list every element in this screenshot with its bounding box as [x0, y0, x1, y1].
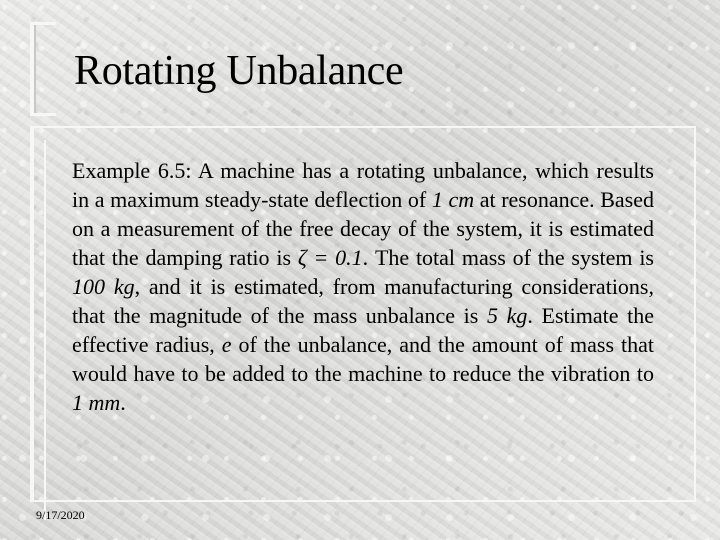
text-segment: . The total mass of the system is	[362, 245, 654, 270]
text-segment: .	[120, 390, 126, 415]
deflection-value: 1 cm	[431, 187, 475, 212]
target-vibration-value: 1 mm	[72, 390, 121, 415]
example-text	[72, 156, 654, 417]
mass-unbalance-value: 5 kg	[486, 303, 528, 328]
total-mass-value: 100 kg	[72, 274, 135, 299]
text-segment: Example 6.5: A machine has a rotating unbalance, which results in a maximum steady-state deflection of	[72, 158, 654, 212]
slide-title: Rotating Unbalance	[74, 48, 404, 94]
radius-symbol: e	[221, 332, 232, 357]
text-segment: of the unbalance, and the amount of mass that would have to be added to the machine to reduce the vibration to	[72, 332, 654, 386]
title-bracket-decoration	[30, 22, 56, 116]
body-frame-inner-line	[44, 140, 46, 520]
text-segment: , and it is estimated, from manufacturing considerations, that the magnitude of the mass unbalance is	[72, 274, 654, 328]
text-segment: . Estimate the effective radius,	[72, 303, 655, 357]
damping-ratio-value: ζ = 0.1	[297, 245, 363, 270]
footer-date: 9/17/2020	[36, 508, 85, 522]
text-segment: at resonance. Based on a measurement of the free decay of the system, it is estimated that the damping ratio is	[72, 187, 655, 270]
